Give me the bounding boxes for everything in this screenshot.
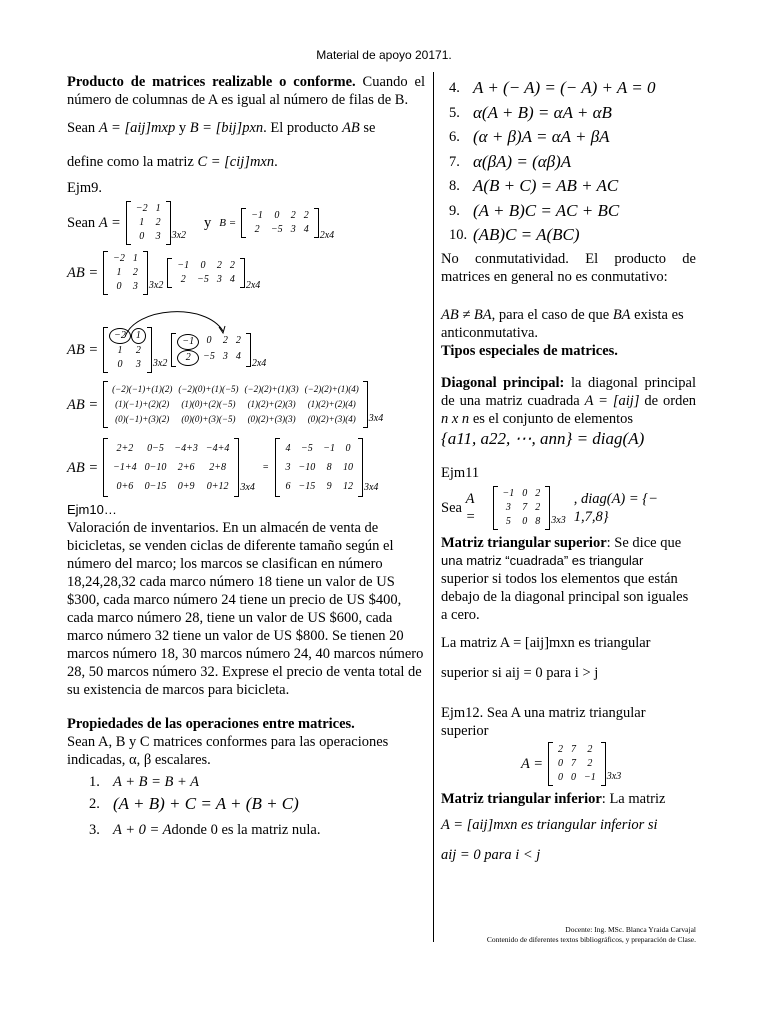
producto-text: Cuando el número de columnas de A es igual al número de filas de B. <box>67 74 425 108</box>
matrix-a-copy-cell: 0 <box>116 281 122 292</box>
ti-definition: A = [aij]mxn es triangular inferior si <box>441 816 658 833</box>
matrix-products-cell: (0)(2)+(3)(4) <box>307 414 356 424</box>
diag-result: , diag(A) = {− 1,7,8} <box>573 490 658 525</box>
prop-9 <box>449 199 696 224</box>
matrix-a-highlighted-cell: 1 <box>131 328 146 344</box>
prop-text: α(A + B) = αA + αB <box>473 102 612 122</box>
prop-text: A + (− A) = (− A) + A = 0 <box>473 78 656 98</box>
matrix-a <box>126 201 171 245</box>
matrix-products-cell: (0)(0)+(3)(−5) <box>181 414 236 424</box>
ejm12-line: A = 2 7 2 0 7 2 0 0 −1 3x3 <box>521 742 696 786</box>
definition-line <box>67 119 425 137</box>
def-c: C = [cij]mxn <box>197 154 275 170</box>
ab-product-1 <box>67 251 425 295</box>
abba-text: , para el caso de que <box>491 306 613 323</box>
matrix-a-size-highlighted: 3x2 <box>152 358 168 369</box>
footer <box>487 925 696 945</box>
matrix-b-copy-cell: 2 <box>180 274 186 285</box>
matrix-a-size-copy: 3x2 <box>148 280 164 291</box>
matrix-a-cell: 1 <box>155 203 161 214</box>
diagonal-paragraph <box>441 374 696 428</box>
prop-number: 5. <box>449 104 460 121</box>
matrix-sums-cell: −4+3 <box>174 443 198 454</box>
matrix-result-cell: 0 <box>345 443 351 454</box>
ts-condition: superior si aij = 0 para i > j <box>441 664 599 681</box>
matrix-result-cell: 9 <box>326 481 332 492</box>
prop-number: 4. <box>449 80 460 97</box>
matrix-result-cell: 3 <box>285 462 291 473</box>
matrix-a-ejm11-cell: 2 <box>535 487 541 499</box>
ejm9-label: Ejm9. <box>67 180 103 196</box>
matrix-a-ejm11-cell: 3 <box>505 501 511 513</box>
matrix-a-ejm12-cell: 0 <box>558 757 564 769</box>
matrix-result <box>275 438 363 497</box>
ts-heading <box>441 534 696 552</box>
matrix-a-highlighted-cell: 0 <box>117 359 123 370</box>
prop-3-number: 3. <box>89 822 100 838</box>
producto-paragraph <box>67 73 425 109</box>
prop-8 <box>449 174 696 199</box>
matrix-products-cell: (−2)(2)+(1)(4) <box>304 384 359 394</box>
sea-word: Sea <box>441 499 462 516</box>
ba-symbol: BA <box>612 306 631 323</box>
matrix-b-cell: 0 <box>274 210 280 221</box>
matrix-b-copy-cell: −1 <box>177 260 190 271</box>
matrix-a-ejm11-cell: 0 <box>522 487 528 499</box>
prop-6 <box>449 125 696 150</box>
matrix-sums-cell: 2+8 <box>209 462 226 473</box>
diagonal-a: A = [aij] <box>584 392 640 409</box>
matrix-products-cell: (0)(2)+(3)(3) <box>247 414 296 424</box>
matrix-sums-cell: 0+9 <box>177 481 195 492</box>
matrix-sums <box>103 438 239 497</box>
matrix-b-highlighted-cell: 0 <box>206 335 212 346</box>
matrix-products-cell: (0)(−1)+(3)(2) <box>115 414 170 424</box>
prop-text: (α + β)A = αA + βA <box>473 127 610 147</box>
matrix-b <box>241 208 319 238</box>
matrix-result-cell: 8 <box>326 462 332 473</box>
matrix-a-copy-cell: 1 <box>132 253 138 264</box>
left-column <box>67 73 425 839</box>
matrix-b-copy-cell: 2 <box>229 260 235 271</box>
prop-number: 8. <box>449 178 460 195</box>
ti-condition: aij = 0 para i < j <box>441 846 541 863</box>
prop-1 <box>89 773 425 791</box>
define-line: define como la matriz C = [cij]mxn. <box>67 154 278 170</box>
sean-word-2: Sean <box>67 215 96 231</box>
producto-title: Producto de matrices realizable o conforme. <box>67 74 356 90</box>
prop-3 <box>89 821 425 839</box>
ejm10-text: Valoración de inventarios. En un almacén de venta de bicicletas, se venden ciclas de diferente tamaño según el número del marco; los marcos se clasifican en número 18,24,28,32 cada marco número 18 tiene un valor de US $300, cada marco número 24 tiene un precio de US $400, cada marco número 28, tiene un valor de US $600, cada marco número 32 tiene un valor de US $800. Se tienen 20 marcos número 18, 30 marcos número 24, 40 marcos número 28, 50 marcos número 32. Exprese el precio de venta total de su existencia de marcos para bicicleta. <box>67 520 424 698</box>
matrix-products-cell: (−2)(−1)+(1)(2) <box>112 384 173 394</box>
ts-title: Matriz triangular superior <box>441 534 607 551</box>
matrix-a-cell: −2 <box>135 203 148 214</box>
prop-1-text: A + B = B + A <box>113 774 200 790</box>
def-a: A = [aij]mxp <box>98 120 176 136</box>
matrix-a-size: 3x2 <box>171 230 187 241</box>
matrix-a-ejm11-cell: 2 <box>535 501 541 513</box>
matrix-products-cell: (−2)(0)+(1)(−5) <box>178 384 239 394</box>
ejm12-text: Ejm12. Sea A una matriz triangular superior <box>441 704 646 739</box>
matrix-products-cell: (−2)(2)+(1)(3) <box>244 384 299 394</box>
matrix-products-cell: (1)(0)+(2)(−5) <box>181 399 236 409</box>
matrix-b-cell: −5 <box>270 224 283 235</box>
matrix-a-ejm12-size: 3x3 <box>606 770 622 782</box>
abba-line <box>441 306 696 342</box>
tipos-title: Tipos especiales de matrices. <box>441 342 618 359</box>
matrix-a-cell: 3 <box>155 231 161 242</box>
matrix-b-cell: 3 <box>290 224 296 235</box>
matrix-a-copy-cell: 1 <box>116 267 122 278</box>
matrix-result-cell: −10 <box>298 462 316 473</box>
matrix-sums-cell: 0−15 <box>144 481 167 492</box>
ejm11-label: Ejm11 <box>441 464 480 481</box>
matrix-a-ejm12-cell: 7 <box>571 757 577 769</box>
prop-number: 9. <box>449 202 460 219</box>
matrix-result-cell: −1 <box>323 443 335 454</box>
matrix-a-copy-cell: 3 <box>132 281 138 292</box>
matrix-a-ejm11-cell: −1 <box>502 487 515 499</box>
matrix-b-copy-cell: −5 <box>197 274 209 285</box>
matrix-result-cell: 12 <box>342 481 353 492</box>
matrix-sums-cell: 0+12 <box>206 481 229 492</box>
se-word: se <box>363 120 376 136</box>
matrix-b-highlighted-cell: −5 <box>203 351 215 362</box>
matrix-b-cell: 2 <box>290 210 296 221</box>
ab-neq-ba: AB ≠ BA <box>441 306 492 323</box>
prop-number: 6. <box>449 129 460 146</box>
ab-symbol: AB <box>342 120 360 136</box>
matrix-b-copy-cell: 3 <box>216 274 222 285</box>
matrix-sums-cell: 2+2 <box>116 443 134 454</box>
ab-result: AB = 2+2 0−5 −4+3 −4+4 −1+4 0−10 2+6 2+8 0+6 0−15 0+9 0+12 3x4 = 4 −5 −1 0 3 −10 8 10 6 −15 9 12 3x4 <box>67 438 425 497</box>
matrix-b-cell: −1 <box>251 210 263 221</box>
prop-1-number: 1. <box>89 774 100 790</box>
ab-expanded <box>67 381 425 428</box>
prop-2-number: 2. <box>89 796 100 812</box>
props-list <box>441 76 696 248</box>
matrix-a-ejm12-cell: 2 <box>587 743 593 755</box>
prop-2 <box>89 795 425 813</box>
matrix-a-ejm11-cell: 0 <box>522 515 528 527</box>
matrix-b-highlighted-cell: 4 <box>235 351 241 362</box>
matrix-b-highlighted-cell: 3 <box>222 351 228 362</box>
matrix-result-cell: 10 <box>342 462 353 473</box>
diagonal-text-2: es el conjunto de elementos <box>469 410 634 427</box>
noconmutatividad-text: No conmutatividad. El producto de matrices en general no es conmutativo: <box>441 250 696 285</box>
column-divider <box>433 72 434 942</box>
prop-5 <box>449 101 696 126</box>
matrix-a-ejm12-cell: 2 <box>587 757 593 769</box>
props-title: Propiedades de las operaciones entre matrices. <box>67 716 355 732</box>
right-column <box>441 76 696 864</box>
matrix-sums-cell: 0−5 <box>147 443 164 454</box>
prop-number: 7. <box>449 153 460 170</box>
matrix-b-copy-cell: 4 <box>229 274 235 285</box>
prop-3-text: A + 0 = A <box>113 822 172 838</box>
matrix-b-highlighted-cell: −1 <box>177 334 199 350</box>
ab-eq-1: AB = <box>67 265 99 281</box>
prop-4 <box>449 76 696 101</box>
matrix-b-cell: 4 <box>303 224 309 235</box>
ejm9-matrices: Sean A = −2 1 1 2 0 3 3x2 y B = −1 0 2 2 2 −5 3 4 2x4 <box>67 201 425 245</box>
matrix-b-highlighted-cell: 2 <box>222 335 228 346</box>
matrix-products <box>103 381 368 428</box>
ti-text: : La matriz <box>601 790 666 807</box>
matrix-a-ejm12-cell: 0 <box>558 771 564 783</box>
prop-10 <box>449 223 696 248</box>
matrix-a-ejm12 <box>548 742 606 786</box>
ts-definition: La matriz A = [aij]mxn es triangular <box>441 634 651 651</box>
prop-3-note: donde 0 es la matriz nula. <box>171 822 321 838</box>
matrix-b-size-highlighted: 2x4 <box>251 358 267 369</box>
matrix-a-highlighted-cell: −2 <box>109 328 131 344</box>
sean-word: Sean <box>67 120 96 136</box>
matrix-a-highlighted-cell: 3 <box>135 359 141 370</box>
prop-number: 10. <box>449 227 468 244</box>
matrix-sums-cell: 2+6 <box>177 462 195 473</box>
matrix-sums-size: 3x4 <box>240 482 255 493</box>
matrix-sums-cell: −4+4 <box>205 443 230 454</box>
diagonal-title: Diagonal principal: <box>441 374 565 391</box>
ejm10-label: Ejm10… <box>67 502 117 517</box>
matrix-b-size: 2x4 <box>319 230 335 241</box>
y-word: y <box>178 120 187 136</box>
ab-eq-2: AB = <box>67 342 99 358</box>
ts-text-2: una matriz “cuadrada” es triangular <box>441 552 644 568</box>
matrix-a-cell: 1 <box>139 217 145 228</box>
matrix-b-copy-cell: 0 <box>200 260 206 271</box>
ab-eq-4: AB = <box>67 459 99 476</box>
matrix-a-cell: 0 <box>139 231 145 242</box>
diagonal-set: {a11, a22, ⋯, ann} = diag(A) <box>441 428 645 448</box>
def-b: B = [bij]pxn <box>189 120 264 136</box>
matrix-a-copy-cell: 2 <box>132 267 138 278</box>
matrix-result-cell: −5 <box>300 443 313 454</box>
matrix-a-ejm11-cell: 5 <box>505 515 511 527</box>
matrix-result-size: 3x4 <box>363 482 379 493</box>
matrix-result-cell: 4 <box>285 443 291 454</box>
matrix-a-ejm12-cell: 7 <box>571 743 577 755</box>
matrix-products-cell: (1)(−1)+(2)(2) <box>115 399 170 409</box>
matrix-a-ejm12-cell: 0 <box>571 771 577 783</box>
matrix-b-copy-cell: 2 <box>216 260 222 271</box>
prop-7 <box>449 150 696 175</box>
matrix-b-highlighted <box>171 333 251 367</box>
diagonal-text-1: la diagonal principal de una matriz cuadrada <box>441 374 696 409</box>
matrix-sums-cell: −1+4 <box>113 462 137 473</box>
matrix-a-highlighted-cell: 1 <box>117 345 123 356</box>
matrix-a-cell: 2 <box>155 217 161 228</box>
prop-2-text: (A + B) + C = A + (B + C) <box>113 794 299 813</box>
matrix-a-ejm11 <box>493 486 551 530</box>
prop-text: A(B + C) = AB + AC <box>473 176 619 196</box>
matrix-result-cell: 6 <box>285 481 291 492</box>
matrix-a-highlighted-cell: 2 <box>135 345 141 356</box>
ti-heading <box>441 790 696 808</box>
diagonal-nxn: n x n <box>441 410 470 427</box>
matrix-products-cell: (1)(2)+(2)(3) <box>247 399 296 409</box>
matrix-a-highlighted <box>103 327 152 373</box>
matrix-b-highlighted-cell: 2 <box>177 350 199 366</box>
ts-text-3: superior si todos los elementos que están debajo de la diagonal principal son iguales a cero. <box>441 570 689 623</box>
matrix-a-ejm11-cell: 7 <box>522 501 528 513</box>
prop-text: α(βA) = (αβ)A <box>473 151 572 171</box>
matrix-b-size-copy: 2x4 <box>245 280 261 291</box>
ab-eq-3: AB = <box>67 396 99 413</box>
page-header: Material de apoyo 20171. <box>316 48 452 62</box>
matrix-b-cell: 2 <box>303 210 309 221</box>
ejm11-line: Sea A = −1 0 2 3 7 2 5 0 8 3x3 , diag(A) = {− 1,7,8} <box>441 486 696 530</box>
matrix-sums-cell: 0+6 <box>116 481 134 492</box>
props-intro: Sean A, B y C matrices conformes para las operaciones indicadas, α, β escalares. <box>67 734 389 768</box>
matrix-a-copy <box>103 251 148 295</box>
matrix-a-ejm12-cell: −1 <box>584 771 596 783</box>
matrix-a-ejm11-cell: 8 <box>535 515 541 527</box>
footer-line-1: Docente: Ing. MSc. Blanca Yraida Carvajal <box>565 925 696 934</box>
matrix-b-cell: 2 <box>254 224 260 235</box>
matrix-a-ejm12-cell: 2 <box>558 743 564 755</box>
ti-title: Matriz triangular inferior <box>441 790 602 807</box>
footer-line-2: Contenido de diferentes textos bibliográficos, y preparación de Clase. <box>486 935 696 944</box>
matrix-b-copy <box>167 258 245 288</box>
matrix-products-cell: (1)(2)+(2)(4) <box>307 399 356 409</box>
ab-product-arrow <box>67 327 425 373</box>
diagonal-orden: de orden <box>639 392 697 409</box>
matrix-sums-cell: 0−10 <box>144 462 167 473</box>
matrix-products-size: 3x4 <box>368 413 384 424</box>
define-text: define como la matriz <box>67 154 194 170</box>
prop-text: (A + B)C = AC + BC <box>473 200 620 220</box>
matrix-b-highlighted-cell: 2 <box>235 335 241 346</box>
matrix-a-copy-cell: −2 <box>113 253 125 264</box>
matrix-result-cell: −15 <box>298 481 316 492</box>
prop-text: (AB)C = A(BC) <box>473 225 580 245</box>
el-producto: . El producto <box>263 120 339 136</box>
exista-text: exista es anticonmutativa. <box>441 306 684 341</box>
matrix-a-ejm11-size: 3x3 <box>551 514 566 526</box>
ts-text-1: : Se dice que <box>606 534 682 551</box>
